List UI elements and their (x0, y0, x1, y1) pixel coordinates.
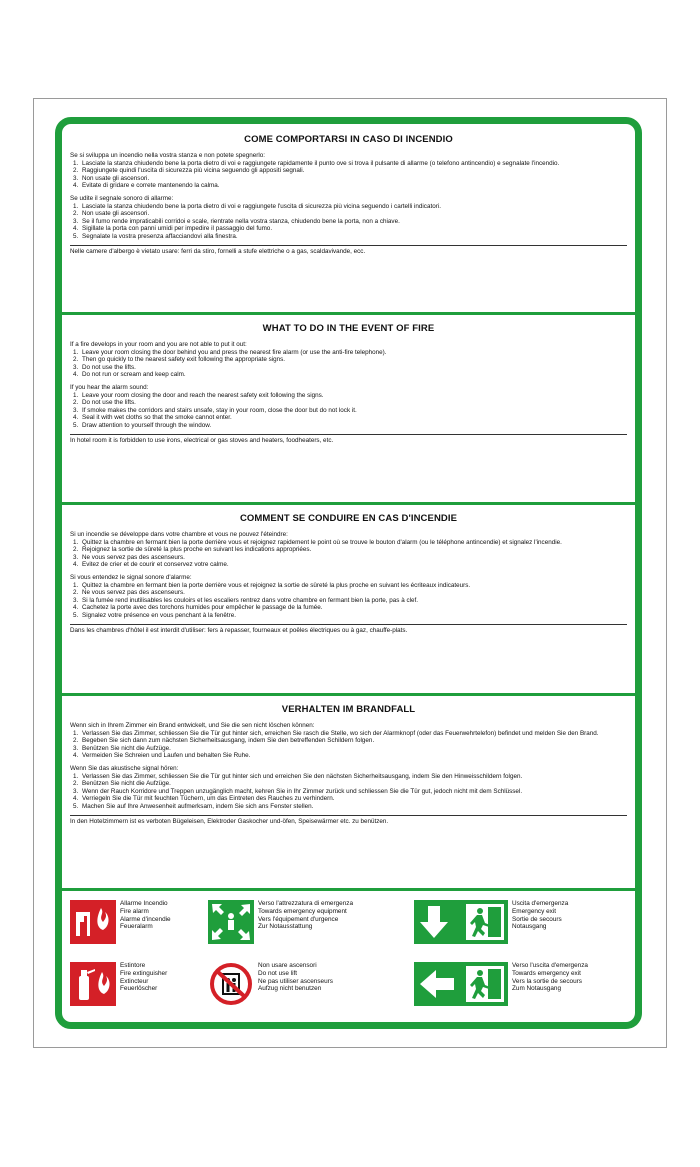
section-divider (62, 888, 635, 891)
list-item: 1. Quittez la chambre en fermant bien la porte derrière vous et rejoignez rapidement le point où se trouve le bouton d'alarm (ou le téléphone antincendie) et signalez l'incendie. (80, 539, 627, 547)
list-item: 2. Begeben Sie sich dann zum nächsten Sicherheitsausgang, indem Sie den betreffenden Schildern folgen. (80, 737, 627, 745)
list-item: 4. Cachetez la porte avec des torchons humides pour empêcher le passage de la fumée. (80, 604, 627, 612)
legend-label: Allarme Incendio Fire alarm Alarme d'incendie Feueralarm (120, 900, 171, 931)
list-item: 1. Leave your room closing the door and reach the nearest safety exit following the signs. (80, 392, 627, 400)
section-intro: If you hear the alarm sound: (70, 383, 149, 391)
instruction-list (70, 203, 627, 241)
list-item: 1. Lasciate la stanza chiudendo bene la porta dietro di voi e raggiungete l'uscita di sicurezza più vicina seguendo i cartelli indicatori. (80, 203, 627, 211)
list-item: 4. Seal it with wet cloths so that the smoke cannot enter. (80, 414, 627, 422)
section-intro: If a fire develops in your room and you are not able to put it out: (70, 341, 247, 348)
section-intro: Si vous entendez le signal sonore d'alarme: (70, 573, 192, 581)
list-item: 3. If smoke makes the corridors and stairs unsafe, stay in your room, close the door but do not lock it. (80, 407, 627, 415)
list-item: 3. Do not use the lifts. (80, 364, 627, 372)
legend-label: Verso l'uscita d'emergenza Towards emergency exit Vers la sortie de secours Zum Notausgang (512, 962, 588, 993)
instruction-list (70, 773, 627, 811)
list-item: 1. Lasciate la stanza chiudendo bene la porta dietro di voi e raggiungete rapidamente il punto ove si trova il pulsante di allarme (o telefono antincendio) e segnalate l'incendio. (80, 160, 627, 168)
section-title: COMMENT SE CONDUIRE EN CAS D'INCENDIE (239, 513, 458, 524)
list-item: 5. Segnalate la vostra presenza affacciandovi alla finestra. (80, 233, 627, 241)
list-item: 1. Verlassen Sie das Zimmer, schliessen Sie die Tür gut hinter sich, erreichen Sie rasch die Stelle, wo sich der Alarmknopf (oder das Feuerwehrtelefon) befindet und melden Sie den Brand. (80, 730, 627, 738)
section-footnote: Nelle camere d'albergo è vietato usare: ferri da stiro, fornelli a stufe elettriche o a gas, scaldavivande, ecc. (70, 245, 627, 256)
section-intro: Se udite il segnale sonoro di allarme: (70, 194, 174, 202)
section-divider (62, 502, 635, 505)
section-title: VERHALTEN IM BRANDFALL (281, 704, 416, 715)
instruction-list (70, 730, 627, 760)
section-intro: Se si sviluppa un incendio nella vostra stanza e non potete spegnerlo: (70, 152, 265, 159)
fire-safety-sign (55, 117, 642, 1029)
section-footnote: In hotel room it is forbidden to use irons, electrical or gas stoves and heaters, foodheaters, etc. (70, 434, 627, 445)
section-italian (70, 132, 627, 306)
list-item: 1. Quittez la chambre en fermant bien la porte derrière vous et rejoignez la sortie de sûreté la plus proche en suivant les écriteaux indicateurs. (80, 582, 627, 590)
instruction-list (70, 160, 627, 190)
section-intro: Si un incendie se développe dans votre chambre et vous ne pouvez l'éteindre: (70, 531, 288, 538)
legend-item-emergency-equipment (208, 900, 408, 944)
list-item: 3. Si la fumée rend inutilisables les couloirs et les escaliers rentrez dans votre chambre en fermant bien la porte, pas à clef. (80, 597, 627, 605)
section-footnote: In den Hotelzimmern ist es verboten Bügeleisen, Elektroder Gaskocher und-öfen, Speisewärmer etc. zu benützen. (70, 815, 627, 826)
section-title: COME COMPORTARSI IN CASO DI INCENDIO (244, 134, 453, 145)
list-item: 3. Non usate gli ascensori. (80, 175, 627, 183)
instruction-list (70, 392, 627, 430)
instruction-list (70, 539, 627, 569)
emergency-equipment-icon (208, 900, 254, 944)
list-item: 4. Do not run or scream and keep calm. (80, 371, 627, 379)
list-item: 2. Ne vous servez pas des ascenseurs. (80, 589, 627, 597)
section-footnote: Dans les chambres d'hôtel il est interdit d'utiliser: fers à repasser, fourneaux et poêles électriques ou à gaz, chauffe-plats. (70, 624, 627, 635)
instruction-list (70, 582, 627, 620)
emergency-exit-down-icon (414, 900, 508, 944)
safety-symbol-legend (70, 894, 627, 1016)
section-title: WHAT TO DO IN THE EVENT OF FIRE (262, 323, 435, 334)
section-intro: Wenn sich in Ihrem Zimmer ein Brand entwickelt, und Sie die sen nicht löschen können: (70, 722, 315, 729)
legend-label: Non usare ascensori Do not use lift Ne pas utiliser ascenseurs Aufzug nicht benutzen (258, 962, 333, 993)
section-english (70, 321, 627, 496)
legend-label: Estintore Fire extinguisher Extincteur Feuerlöscher (120, 962, 168, 993)
legend-label: Uscita d'emergenza Emergency exit Sortie de secours Notausgang (512, 900, 569, 931)
list-item: 1. Leave your room closing the door behind you and press the nearest fire alarm (or use the anti-fire telephone). (80, 349, 627, 357)
list-item: 5. Draw attention to yourself through the window. (80, 422, 627, 430)
list-item: 3. Ne vous servez pas des ascenseurs. (80, 554, 627, 562)
list-item: 5. Machen Sie auf Ihre Anwesenheit aufmerksam, indem Sie sich ans Fenster stellen. (80, 803, 627, 811)
list-item: 2. Rejoignez la sortie de sûreté la plus proche en suivant les indications appropriées. (80, 546, 627, 554)
fire-extinguisher-icon (70, 962, 116, 1006)
list-item: 2. Raggiungete quindi l'uscita di sicurezza più vicina seguendo gli appositi segnali. (80, 167, 627, 175)
list-item: 3. Benützen Sie nicht die Aufzüge. (80, 745, 627, 753)
list-item: 2. Do not use the lifts. (80, 399, 627, 407)
list-item: 3. Wenn der Rauch Korridore und Treppen unzugänglich macht, kehren Sie in Ihr Zimmer zurück und schliessen Sie die Tür gut, jedoch nicht mit dem Schlüssel. (80, 788, 627, 796)
section-french (70, 511, 627, 687)
section-german (70, 702, 627, 884)
list-item: 4. Verriegeln Sie die Tür mit feuchten Tüchern, um das Eintreten des Rauches zu verhindern. (80, 795, 627, 803)
emergency-exit-left-icon (414, 962, 508, 1006)
list-item: 4. Sigillate la porta con panni umidi per impedire il passaggio del fumo. (80, 225, 627, 233)
legend-label: Verso l'attrezzatura di emergenza Towards emergency equipment Vers l'équipement d'urgence Zur Notausstattung (258, 900, 353, 931)
legend-item-emergency-exit (414, 900, 642, 944)
fire-alarm-icon (70, 900, 116, 944)
list-item: 2. Then go quickly to the nearest safety exit following the appropriate signs. (80, 356, 627, 364)
list-item: 1. Verlassen Sie das Zimmer, schliessen Sie die Tür gut hinter sich und erreichen Sie den nächsten Sicherheitsausgang, indem Sie den Hinweisschildern folgen. (80, 773, 627, 781)
list-item: 3. Se il fumo rende impraticabili corridoi e scale, rientrate nella vostra stanza, chiudendo bene la porta, non a chiave. (80, 218, 627, 226)
legend-item-no-lift (208, 962, 408, 1006)
section-divider (62, 693, 635, 696)
section-divider (62, 312, 635, 315)
list-item: 5. Signalez votre présence en vous penchant à la fenêtre. (80, 612, 627, 620)
list-item: 4. Evitez de crier et de courir et conservez votre calme. (80, 561, 627, 569)
instruction-list (70, 349, 627, 379)
section-intro: Wenn Sie das akustische signal hören: (70, 764, 179, 772)
list-item: 4. Evitate di gridare e correte mantenendo la calma. (80, 182, 627, 190)
no-lift-icon (208, 962, 254, 1006)
list-item: 2. Non usate gli ascensori. (80, 210, 627, 218)
list-item: 4. Vermeiden Sie Schreien und Laufen und behalten Sie Ruhe. (80, 752, 627, 760)
legend-item-towards-emergency-exit (414, 962, 642, 1006)
list-item: 2. Benützen Sie nicht die Aufzüge. (80, 780, 627, 788)
